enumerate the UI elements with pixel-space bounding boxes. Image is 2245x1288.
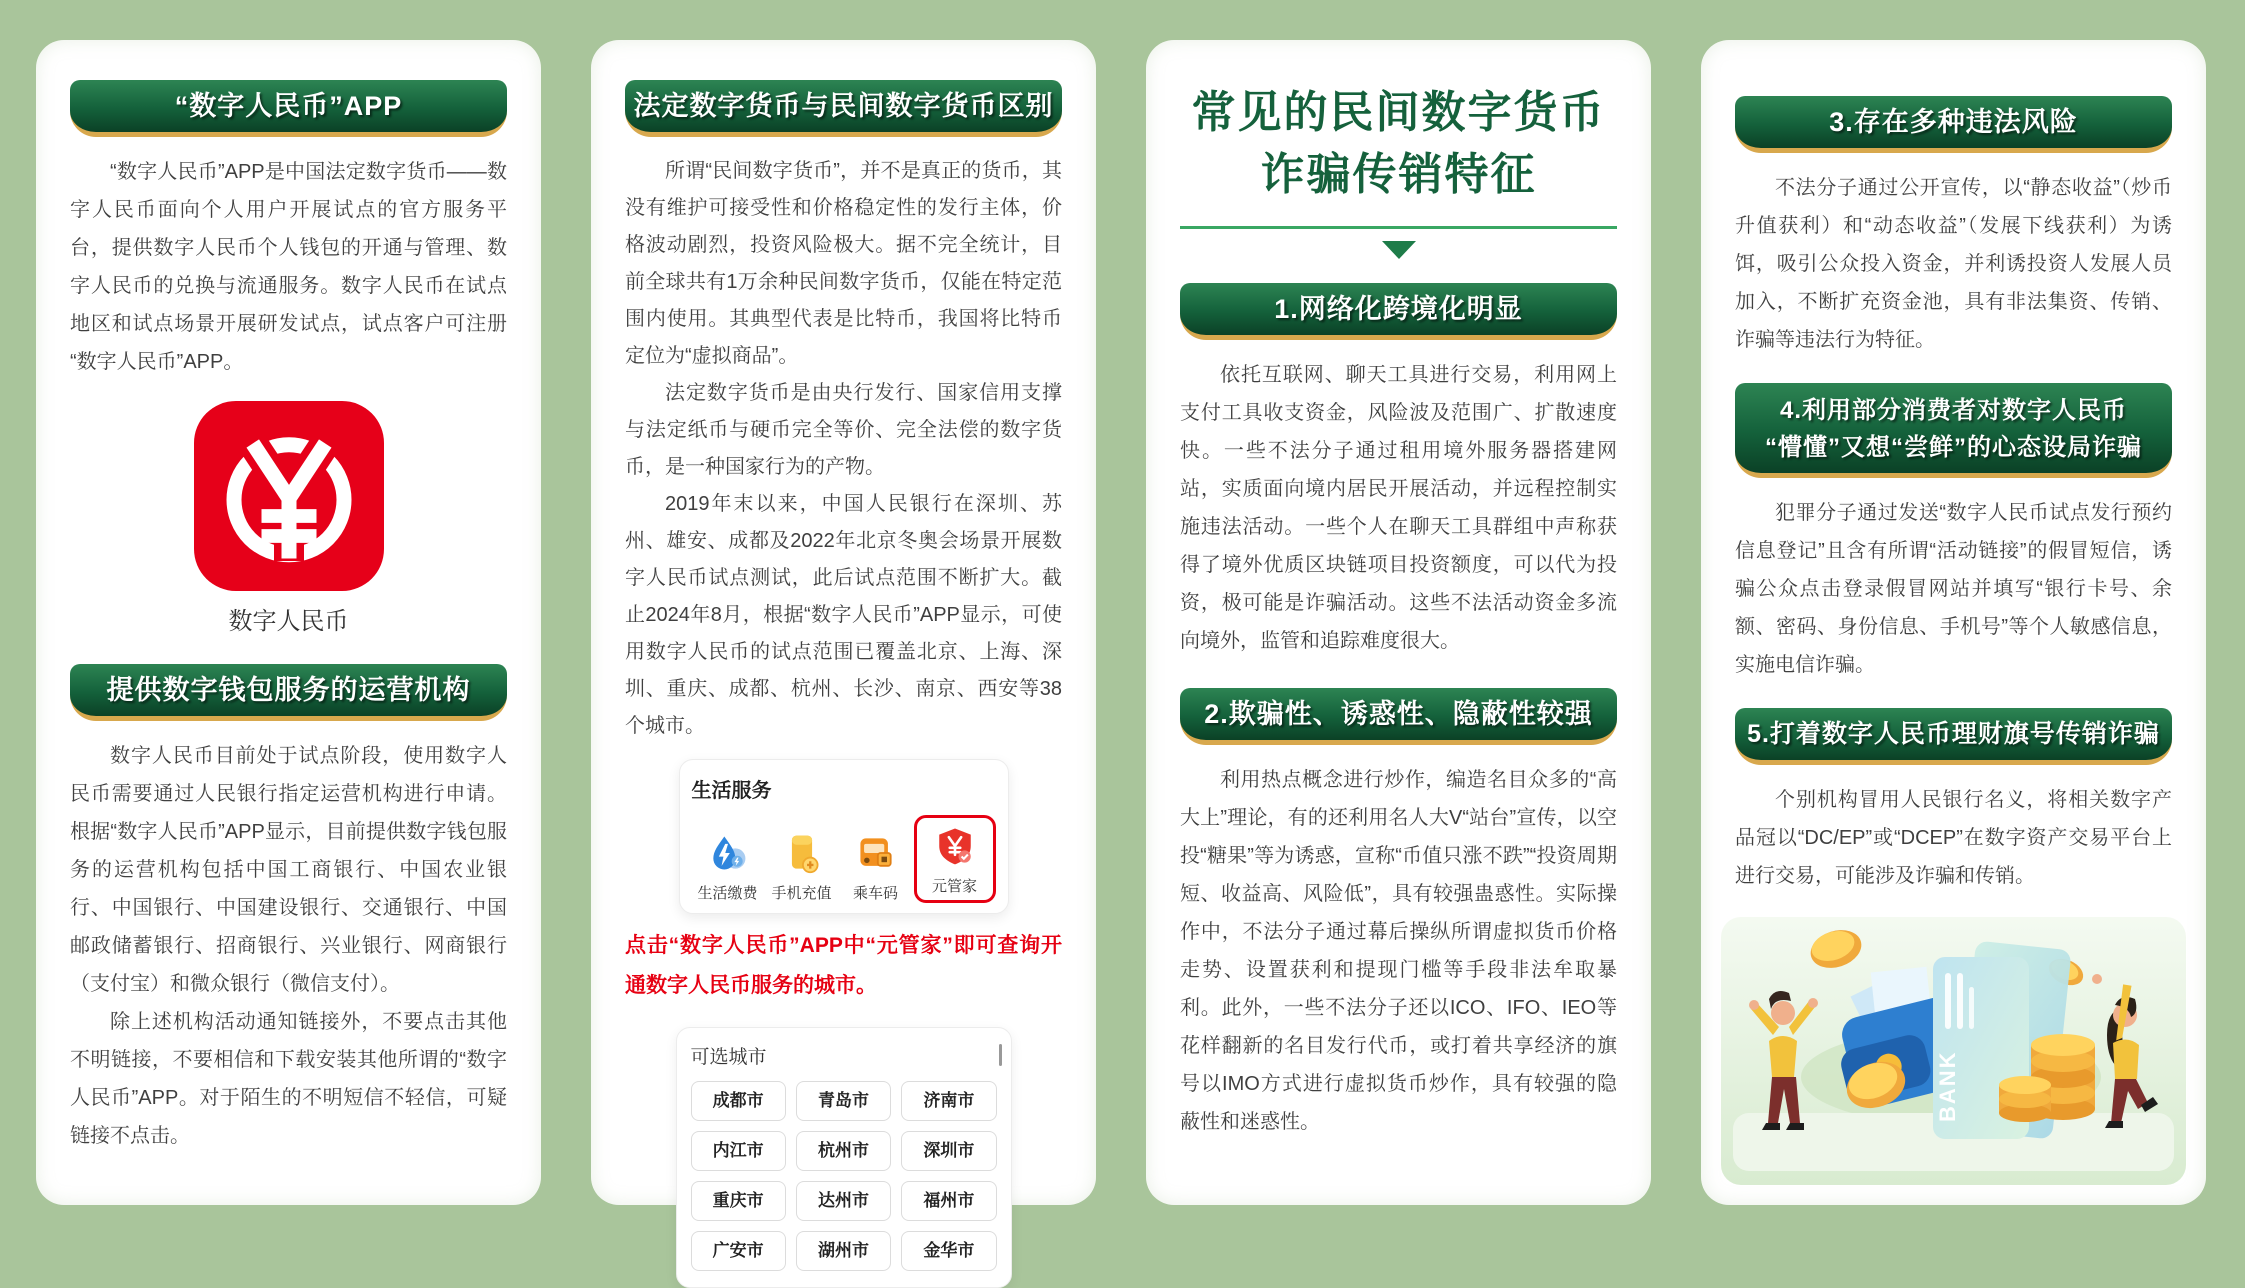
red-instruction-note: 点击“数字人民币”APP中“元管家”即可查询开通数字人民币服务的城市。 bbox=[625, 934, 1062, 997]
panel-legal-vs-private-currency bbox=[591, 40, 1096, 1260]
section4-header-line2: “懵懂”又想“尝鲜”的心态设局诈骗 bbox=[1765, 434, 2142, 461]
panel-scam-characteristics bbox=[1146, 40, 1651, 1205]
city-grid bbox=[691, 1081, 997, 1271]
section1-header-text: 1.网络化跨境化明显 bbox=[1274, 294, 1523, 324]
section4-body: 犯罪分子通过发送“数字人民币试点发行预约信息登记”且含有所谓“活动链接”的假冒短信，诱骗公众点击登录假冒网站并填写“银行卡号、余额、密码、身份信息、手机号”等个人敏感信息，实施电信诈骗。 bbox=[1735, 502, 2172, 676]
section3-header-text: 3.存在多种违法风险 bbox=[1829, 107, 2078, 137]
page-title-line2: 诈骗传销特征 bbox=[1260, 150, 1537, 199]
section-header-banner bbox=[1180, 688, 1617, 745]
selectable-cities-title: 可选城市 bbox=[690, 1047, 767, 1068]
section-header-banner bbox=[70, 80, 507, 137]
ecny-yuan-coin-icon bbox=[214, 421, 364, 571]
panel1-header2-text: 提供数字钱包服务的运营机构 bbox=[106, 675, 471, 705]
service-item-label: 元管家 bbox=[931, 878, 977, 895]
panel1-paragraph-3: 除上述机构活动通知链接外，不要点击其他不明链接，不要相信和下载安装其他所谓的“数字人民币”APP。对于陌生的不明短信不轻信，可疑链接不点击。 bbox=[70, 1011, 507, 1147]
panel1-paragraph-2: 数字人民币目前处于试点阶段，使用数字人民币需要通过人民银行指定运营机构进行申请。根据“数字人民币”APP显示，目前提供数字钱包服务的运营机构包括中国工商银行、中国农业银行、中国银行、中国建设银行、交通银行、中国邮政储蓄银行、招商银行、兴业银行、网商银行（支付宝）和微众银行（微信支付）。 bbox=[70, 745, 507, 995]
section2-header-text: 2.欺骗性、诱惑性、隐蔽性较强 bbox=[1204, 699, 1593, 729]
title-divider-line bbox=[1180, 226, 1617, 229]
panel2-paragraph-1: 所谓“民间数字货币”，并不是真正的货币，其没有维护可接受性和价格稳定性的发行主体，价格波动剧烈，投资风险极大。据不完全统计，目前全球共有1万余种民间数字货币，仅能在特定范围内使用。其典型代表是比特币，我国将比特币定位为“虚拟商品”。 bbox=[625, 160, 1062, 367]
panel1-header-text: “数字人民币”APP bbox=[174, 91, 403, 121]
service-item-label: 手机充值 bbox=[771, 885, 832, 902]
city-button[interactable]: 成都市 bbox=[691, 1081, 786, 1121]
section1-body: 依托互联网、聊天工具进行交易，利用网上支付工具收支资金，风险波及范围广、扩散速度快。一些不法分子通过租用境外服务器搭建网站，实质面向境内居民开展活动，并远程控制实施违法活动。一些个人在聊天工具群组中声称获得了境外优质区块链项目投资额度，可以代为投资，极可能是诈骗活动。这些不法活动资金多流向境外，监管和追踪难度很大。 bbox=[1180, 364, 1617, 652]
service-item-label: 生活缴费 bbox=[697, 885, 758, 902]
city-button[interactable]: 深圳市 bbox=[901, 1131, 996, 1171]
page-title-line1: 常见的民间数字货币 bbox=[1191, 88, 1606, 137]
section4-header-line1: 4.利用部分消费者对数字人民币 bbox=[1779, 397, 2127, 424]
service-item-label: 乘车码 bbox=[852, 885, 898, 902]
section-header-banner bbox=[625, 80, 1062, 137]
city-button[interactable]: 广安市 bbox=[691, 1231, 786, 1271]
section5-header-text: 5.打着数字人民币理财旗号传销诈骗 bbox=[1747, 720, 2160, 748]
city-button[interactable]: 重庆市 bbox=[691, 1181, 786, 1221]
city-button[interactable]: 济南市 bbox=[901, 1081, 996, 1121]
page-title bbox=[1180, 82, 1617, 206]
down-triangle-icon bbox=[1382, 241, 1416, 259]
city-button[interactable]: 金华市 bbox=[901, 1231, 996, 1271]
panel2-paragraph-2: 法定数字货币是由央行发行、国家信用支撑与法定纸币与硬币完全等价、完全法偿的数字货币，是一种国家行为的产物。 bbox=[625, 382, 1062, 478]
city-button[interactable]: 青岛市 bbox=[796, 1081, 891, 1121]
section-header-banner bbox=[1180, 283, 1617, 340]
bank-card-text: BANK bbox=[1935, 1050, 1960, 1122]
water-lightning-drop-icon bbox=[692, 830, 764, 876]
panel-scam-risks bbox=[1701, 40, 2206, 1205]
city-button[interactable]: 达州市 bbox=[796, 1181, 891, 1221]
app-icon-block bbox=[70, 401, 507, 636]
app-icon-caption: 数字人民币 bbox=[228, 608, 349, 635]
city-button[interactable]: 湖州市 bbox=[796, 1231, 891, 1271]
service-item-utility-payment[interactable] bbox=[692, 830, 764, 903]
section2-body: 利用热点概念进行炒作，编造名目众多的“高大上”理论，有的还利用名人大V“站台”宣传，以空投“糖果”等为诱惑，宣称“币值只涨不跌”“投资周期短、收益高、风险低”，具有较强蛊惑性。实际操作中，不法分子通过幕后操纵所谓虚拟货币价格走势、设置获利和提现门槛等手段非法牟取暴利。此外，一些不法分子还以ICO、IFO、IEO等花样翻新的名目发行代币，或打着共享经济的旗号以IMO方式进行虚拟货币炒作，具有较强的隐蔽性和迷惑性。 bbox=[1180, 769, 1617, 1133]
section-header-banner bbox=[1735, 708, 2172, 765]
section5-body: 个别机构冒用人民银行名义，将相关数字产品冠以“DC/EP”或“DCEP”在数字资产交易平台上进行交易，可能涉及诈骗和传销。 bbox=[1735, 789, 2172, 887]
ecny-app-icon bbox=[194, 401, 384, 591]
section-header-banner bbox=[1735, 383, 2172, 478]
section3-body: 不法分子通过公开宣传，以“静态收益”（炒币升值获利）和“动态收益”（发展下线获利）为诱饵，吸引公众投入资金，并利诱投资人发展人员加入，不断扩充资金池，具有非法集资、传销、诈骗等违法行为特征。 bbox=[1735, 177, 2172, 351]
panel2-header-text: 法定数字货币与民间数字货币区别 bbox=[633, 91, 1054, 121]
bus-code-icon bbox=[840, 830, 912, 876]
city-button[interactable]: 福州市 bbox=[901, 1181, 996, 1221]
section-header-banner bbox=[1735, 96, 2172, 153]
selectable-cities-card bbox=[676, 1027, 1012, 1288]
scrollbar-thumb[interactable] bbox=[999, 1044, 1002, 1066]
section-header-banner bbox=[70, 664, 507, 721]
life-services-row bbox=[692, 815, 996, 903]
city-button[interactable]: 杭州市 bbox=[796, 1131, 891, 1171]
panel1-paragraph-1: “数字人民币”APP是中国法定数字货币——数字人民币面向个人用户开展试点的官方服务平台，提供数字人民币个人钱包的开通与管理、数字人民币的兑换与流通服务。数字人民币在试点地区和试点场景开展研发试点，试点客户可注册“数字人民币”APP。 bbox=[70, 161, 507, 373]
city-button[interactable]: 内江市 bbox=[691, 1131, 786, 1171]
finance-illustration bbox=[1721, 917, 2186, 1190]
panel2-paragraph-3: 2019年末以来，中国人民银行在深圳、苏州、雄安、成都及2022年北京冬奥会场景开展数字人民币试点测试，此后试点范围不断扩大。截止2024年8月，根据“数字人民币”APP显示，可使用数字人民币的试点范围已覆盖北京、上海、深圳、重庆、成都、杭州、长沙、南京、西安等38个城市。 bbox=[625, 493, 1062, 737]
service-item-yuan-butler-highlighted[interactable] bbox=[914, 815, 996, 903]
phone-topup-icon bbox=[766, 830, 838, 876]
panel-digital-rmb-app bbox=[36, 40, 541, 1205]
service-item-bus-code[interactable] bbox=[840, 830, 912, 903]
life-services-card bbox=[679, 759, 1009, 914]
life-services-title: 生活服务 bbox=[691, 780, 772, 802]
service-item-phone-topup[interactable] bbox=[766, 830, 838, 903]
yuan-shield-icon bbox=[919, 823, 991, 869]
